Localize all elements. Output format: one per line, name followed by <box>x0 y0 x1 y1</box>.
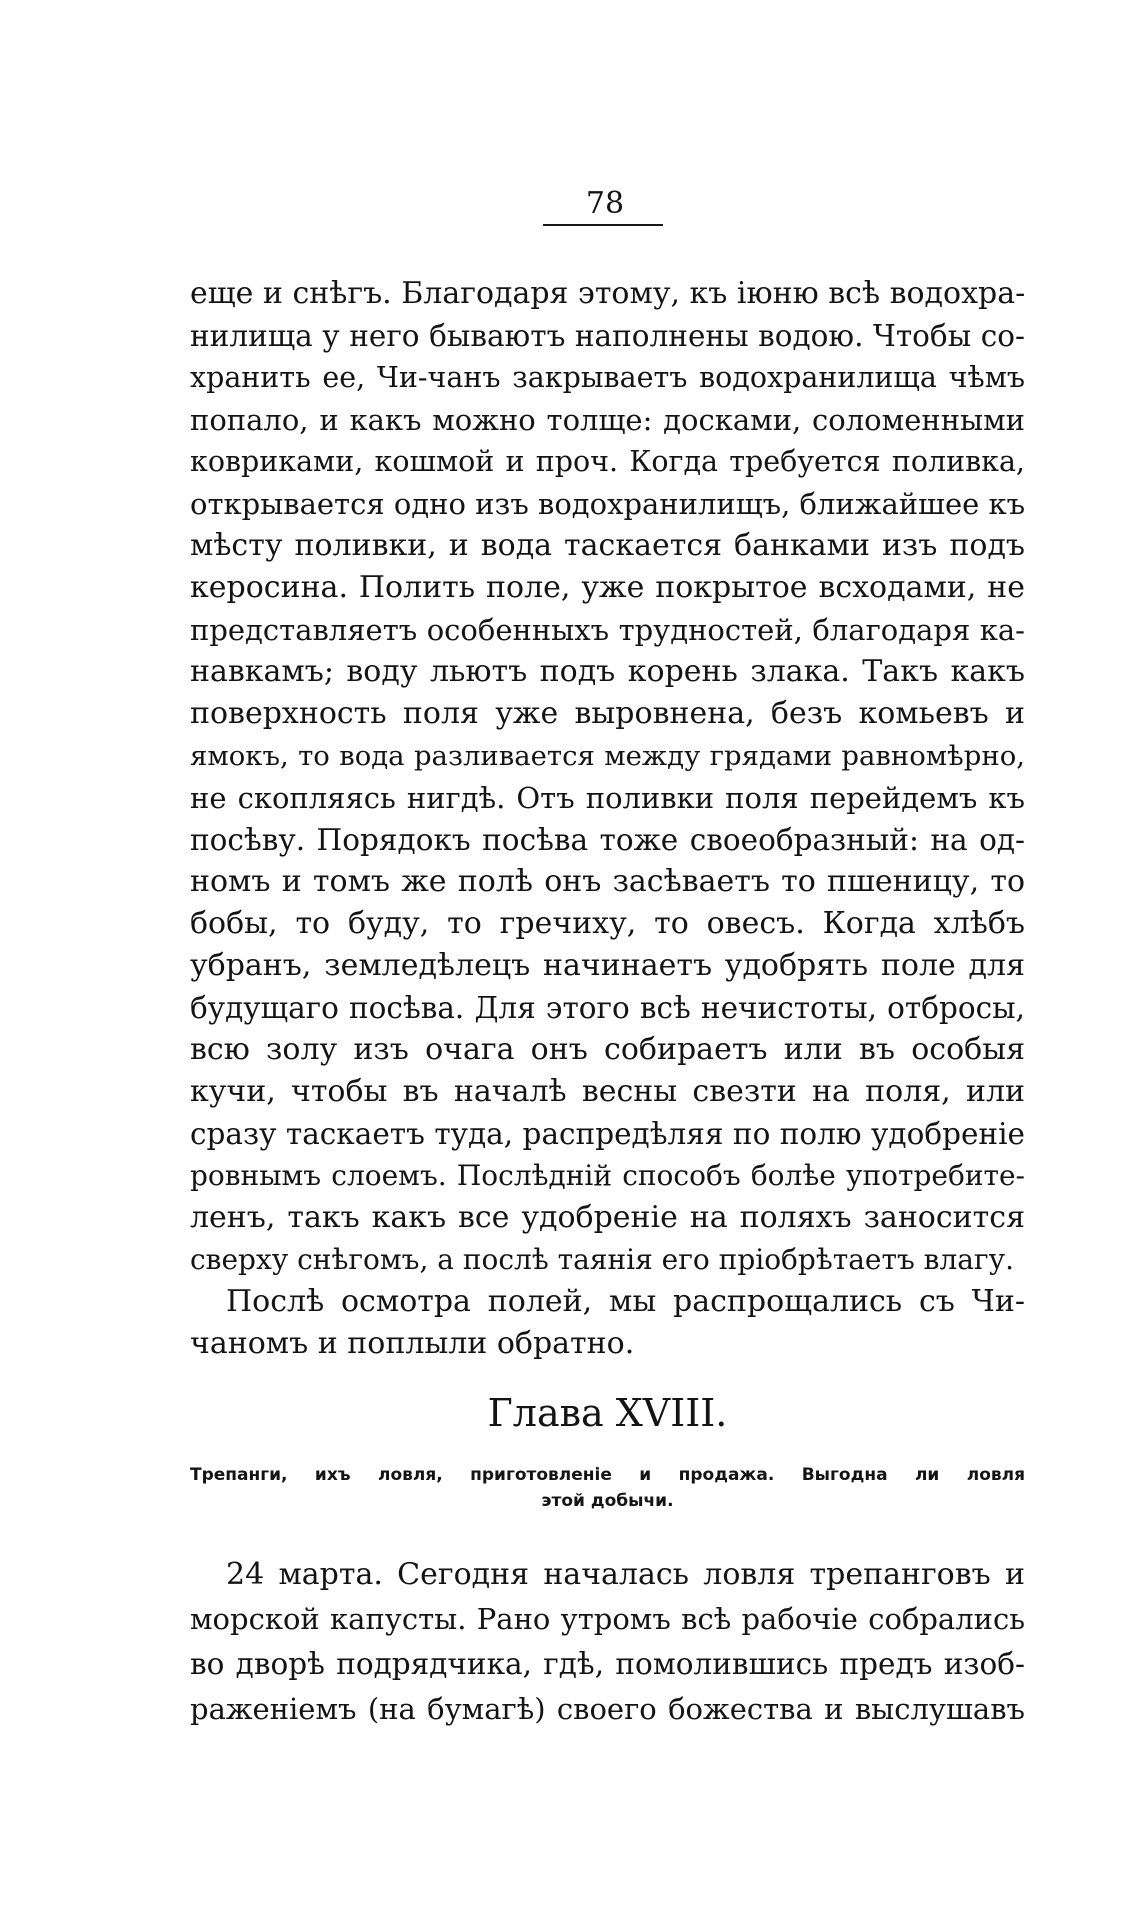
text-line: номъ и томъ же полѣ онъ засѣваетъ то пшеницу, то <box>190 864 1025 899</box>
text-line: кучи, чтобы въ началѣ весны свезти на поля, или <box>190 1074 1025 1109</box>
text-line: посѣву. Порядокъ посѣва тоже своеобразный: на од- <box>190 823 1025 857</box>
text-line: керосина. Полить поле, уже покрытое всходами, не <box>190 570 1025 605</box>
text-line: навкамъ; воду льютъ подъ корень злака. Такъ какъ <box>190 654 1025 689</box>
page-number-rule <box>543 224 663 226</box>
text-line: открывается одно изъ водохранилищъ, ближайшее къ <box>190 487 1026 521</box>
text-line: бобы, то буду, то гречиху, то овесъ. Когда хлѣбъ <box>190 906 1025 941</box>
text-line: сверху снѣгомъ, а послѣ таянія его пріобрѣтаетъ влагу. <box>190 1243 1014 1276</box>
text-line: мѣсту поливки, и вода таскается банками изъ подъ <box>190 528 1025 563</box>
text-line: чаномъ и поплыли обратно. <box>190 1326 635 1361</box>
chapter-title: Глава XVIII. <box>487 1391 728 1435</box>
text-line: еще и снѣгъ. Благодаря этому, къ іюню всѣ водохра- <box>190 276 1026 311</box>
text-line: Послѣ осмотра полей, мы распрощались съ Чи- <box>226 1284 1025 1319</box>
text-line: ленъ, такъ какъ все удобреніе на поляхъ заносится <box>190 1200 1025 1235</box>
page-number: 78 <box>585 186 625 221</box>
text-line: сразу таскаетъ туда, распредѣляя по полю удобреніе <box>190 1117 1025 1151</box>
text-line: будущаго посѣва. Для этого всѣ нечистоты, отбросы, <box>190 991 1025 1025</box>
text-line: хранить ее, Чи-чанъ закрываетъ водохранилища чѣмъ <box>190 361 1025 394</box>
text-line: всю золу изъ очага онъ собираетъ или въ особыя <box>190 1032 1025 1067</box>
text-line: поверхность поля уже выровнена, безъ комьевъ и <box>190 696 1025 731</box>
text-line: нилища у него бываютъ наполнены водою. Чтобы со- <box>190 319 1025 353</box>
text-line: раженіемъ (на бумагѣ) своего божества и выслушавъ <box>190 1692 1025 1726</box>
chapter-summary <box>190 1462 1025 1514</box>
summary-line: Трепанги, ихъ ловля, приготовленіе и продажа. Выгодна ли ловля <box>190 1465 1025 1485</box>
text-line: ямокъ, то вода разливается между грядами равномѣрно, <box>190 740 1025 772</box>
main-text <box>190 273 1025 1365</box>
text-line: попало, и какъ можно толще: досками, соломенными <box>190 403 1025 437</box>
text-line: 24 марта. Сегодня началась ловля трепанговъ и <box>226 1557 1025 1592</box>
text-line: представляетъ особенныхъ трудностей, благодаря ка- <box>190 613 1025 647</box>
chapter-text <box>190 1552 1025 1732</box>
text-line: во дворѣ подрядчика, гдѣ, помолившись предъ изоб- <box>190 1647 1025 1681</box>
text-line: ровнымъ слоемъ. Послѣдній способъ болѣе употребите- <box>190 1159 1025 1192</box>
text-line: ковриками, кошмой и проч. Когда требуется поливка, <box>190 445 1025 478</box>
text-line: убранъ, земледѣлецъ начинаетъ удобрять поле для <box>190 948 1025 983</box>
text-line: не скопляясь нигдѣ. Отъ поливки поля перейдемъ къ <box>190 781 1025 815</box>
text-line: морской капусты. Рано утромъ всѣ рабочіе собрались <box>190 1602 1025 1636</box>
summary-line: этой добычи. <box>541 1491 674 1511</box>
